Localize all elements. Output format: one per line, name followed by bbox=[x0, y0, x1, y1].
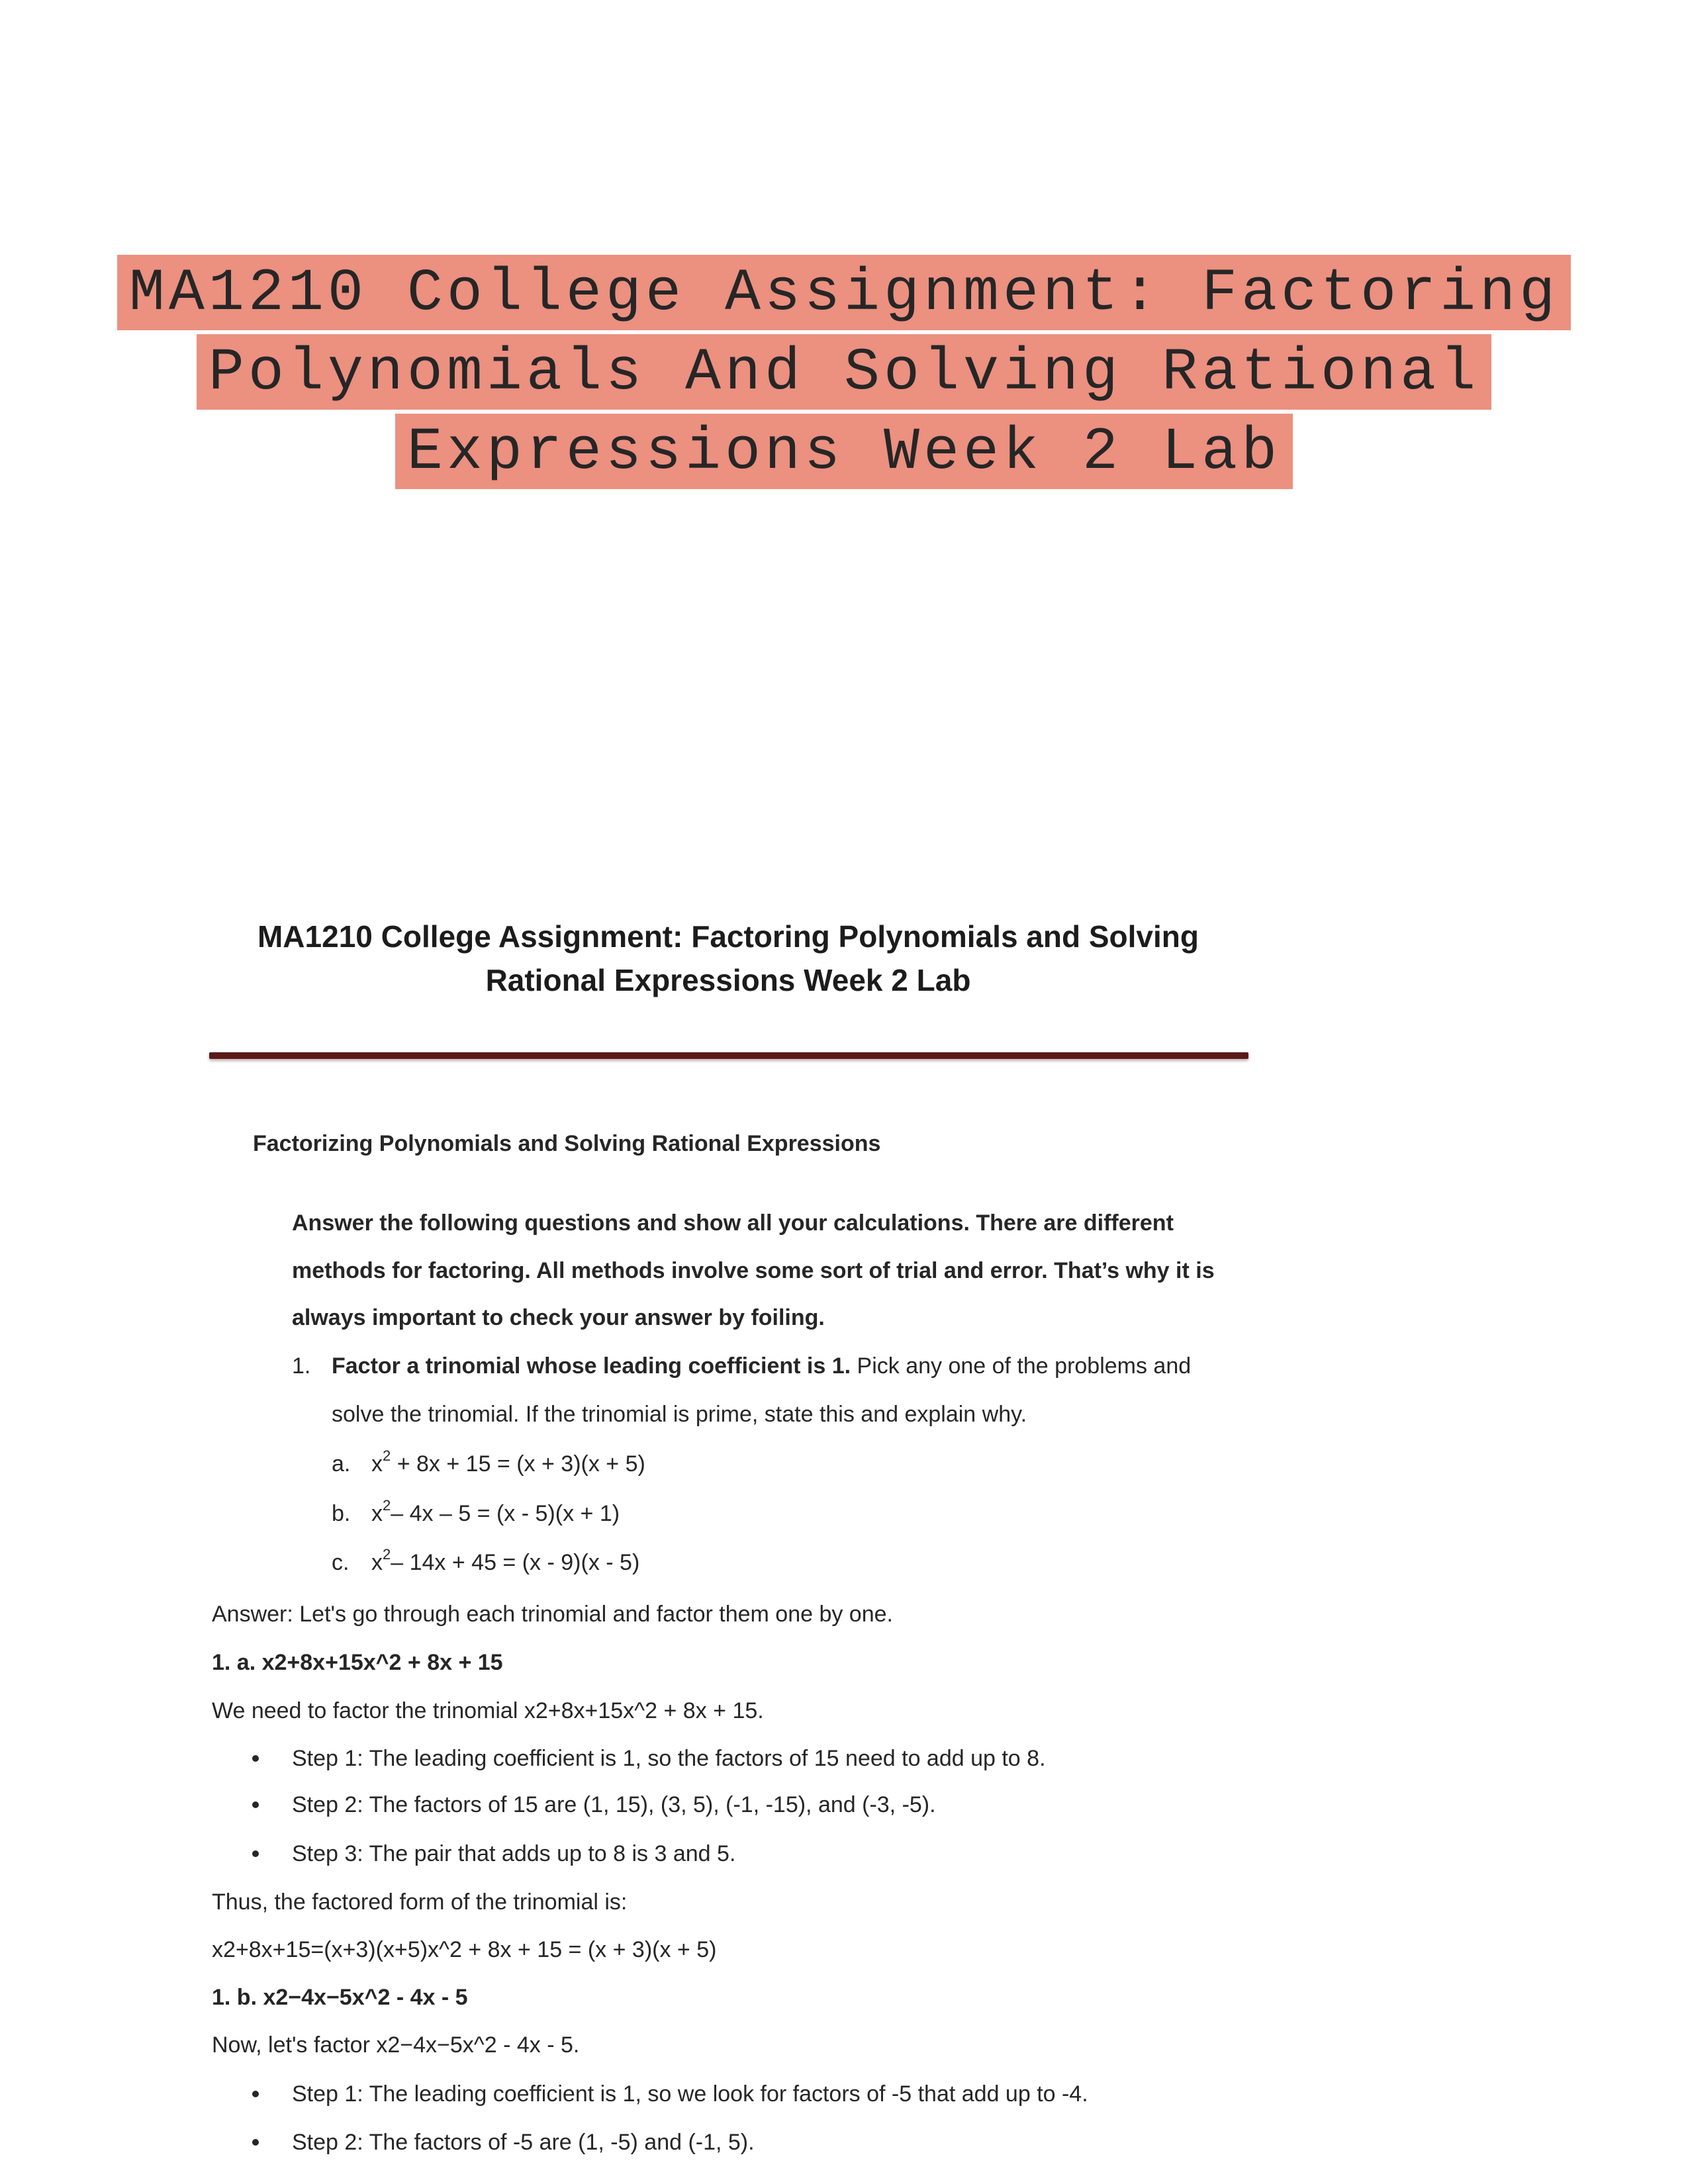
bullet-icon bbox=[252, 1801, 259, 1808]
bullet-icon bbox=[252, 2139, 259, 2146]
item-a-text: $x^2 + 8x + 15 = (x + 3)(x + 5)$ bbox=[371, 1447, 645, 1477]
document-title bbox=[205, 915, 1251, 1002]
intro-line-3: always important to check your answer by foiling. bbox=[292, 1305, 825, 1330]
part-b-heading: 1. b. x2−4x−5x^2 - 4x - 5 bbox=[212, 1985, 468, 2010]
banner-title-line-3: Expressions Week 2 Lab bbox=[395, 414, 1293, 489]
part-a-step-1: Step 1: The leading coefficient is 1, so the factors of 15 need to add up to 8. bbox=[292, 1746, 1046, 1771]
part-b-step-1: Step 1: The leading coefficient is 1, so we look for factors of -5 that add up to -4. bbox=[292, 2081, 1088, 2107]
section-heading: Factorizing Polynomials and Solving Rational Expressions bbox=[253, 1131, 881, 1156]
item-a-letter: a. bbox=[332, 1451, 351, 1477]
question-number: 1. bbox=[292, 1353, 311, 1379]
banner-title-line-1: MA1210 College Assignment: Factoring bbox=[117, 255, 1571, 330]
part-b-step-2: Step 2: The factors of -5 are (1, -5) and (-1, 5). bbox=[292, 2130, 755, 2155]
part-a-conclusion: Thus, the factored form of the trinomial is: bbox=[212, 1889, 628, 1915]
answer-intro: Answer: Let's go through each trinomial and factor them one by one. bbox=[212, 1602, 893, 1627]
bullet-icon bbox=[252, 1850, 259, 1857]
document-title-line-1: MA1210 College Assignment: Factoring Polynomials and Solving bbox=[257, 919, 1199, 954]
item-b-letter: b. bbox=[332, 1501, 351, 1526]
bullet-icon bbox=[252, 2091, 259, 2097]
part-a-heading: 1. a. x2+8x+15x^2 + 8x + 15 bbox=[212, 1650, 503, 1675]
title-divider bbox=[209, 1052, 1248, 1059]
part-a-step-3: Step 3: The pair that adds up to 8 is 3 and 5. bbox=[292, 1841, 736, 1866]
question-text-line-2: solve the trinomial. If the trinomial is prime, state this and explain why. bbox=[332, 1402, 1027, 1427]
question-bold-text: Factor a trinomial whose leading coefficient is 1. bbox=[332, 1353, 851, 1379]
item-c-letter: c. bbox=[332, 1550, 350, 1575]
part-a-step-2: Step 2: The factors of 15 are (1, 15), (3, 5), (-1, -15), and (-3, -5). bbox=[292, 1792, 936, 1817]
bullet-icon bbox=[252, 1755, 259, 1762]
banner-title-line-2: Polynomials And Solving Rational bbox=[197, 334, 1491, 410]
question-text-rest: Pick any one of the problems and bbox=[851, 1353, 1192, 1379]
item-b-text: $x^2-$ 4x – 5 = (x - 5)(x + 1) bbox=[371, 1496, 620, 1526]
document-title-line-2: Rational Expressions Week 2 Lab bbox=[485, 963, 971, 997]
item-c-text: $x^2-$ 14x + 45 = (x - 9)(x - 5) bbox=[371, 1545, 640, 1575]
part-b-intro: Now, let's factor x2−4x−5x^2 - 4x - 5. bbox=[212, 2032, 580, 2058]
part-a-result: x2+8x+15=(x+3)(x+5)x^2 + 8x + 15 = (x + 3)(x + 5) bbox=[212, 1937, 717, 1962]
question-text bbox=[332, 1353, 1191, 1379]
intro-line-1: Answer the following questions and show all your calculations. There are different bbox=[292, 1210, 1174, 1236]
intro-line-2: methods for factoring. All methods involve some sort of trial and error. That’s why it is bbox=[292, 1258, 1215, 1283]
part-a-intro: We need to factor the trinomial x2+8x+15x^2 + 8x + 15. bbox=[212, 1698, 764, 1723]
